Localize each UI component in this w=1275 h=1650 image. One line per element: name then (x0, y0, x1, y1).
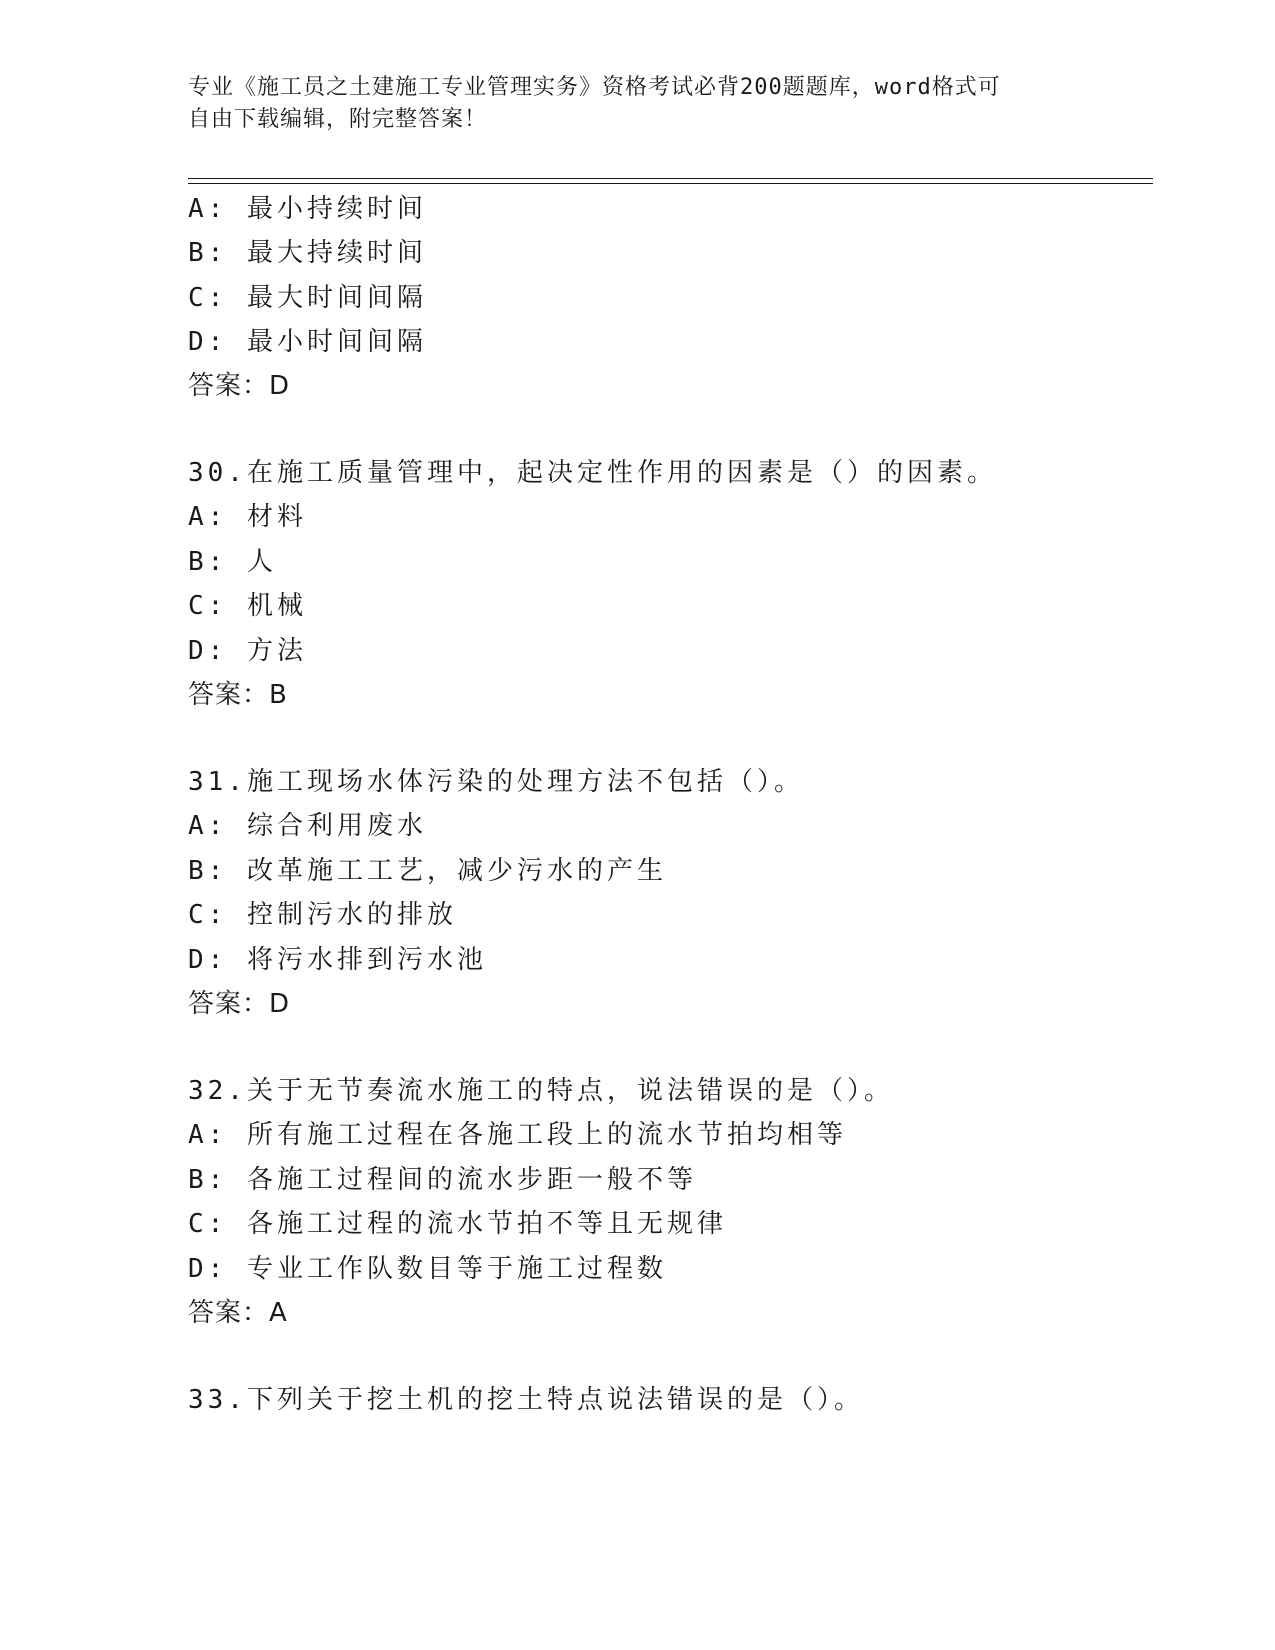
header-divider-top (188, 178, 1153, 179)
option-c: C: 机械 (188, 591, 307, 621)
answer: 答案：B (188, 680, 288, 710)
header-line-2: 自由下载编辑，附完整答案！ (188, 107, 488, 132)
option-b: B: 最大持续时间 (188, 238, 427, 268)
option-c: C: 各施工过程的流水节拍不等且无规律 (188, 1209, 727, 1239)
option-a: A: 最小持续时间 (188, 194, 427, 224)
option-d: D: 专业工作队数目等于施工过程数 (188, 1254, 667, 1284)
option-c: C: 最大时间间隔 (188, 283, 427, 313)
option-a: A: 材料 (188, 502, 307, 532)
header-divider-bottom (188, 183, 1153, 184)
option-d: D: 方法 (188, 636, 307, 666)
answer: 答案：D (188, 989, 291, 1019)
question-31: 31.施工现场水体污染的处理方法不包括（）。 (188, 767, 804, 797)
answer: 答案：D (188, 371, 291, 401)
question-33: 33.下列关于挖土机的挖土特点说法错误的是（）。 (188, 1385, 864, 1415)
option-b: B: 各施工过程间的流水步距一般不等 (188, 1165, 697, 1195)
option-b: B: 人 (188, 547, 277, 577)
option-d: D: 将污水排到污水池 (188, 945, 487, 975)
option-a: A: 综合利用废水 (188, 811, 427, 841)
answer: 答案：A (188, 1298, 288, 1328)
option-b: B: 改革施工工艺，减少污水的产生 (188, 856, 667, 886)
option-c: C: 控制污水的排放 (188, 900, 457, 930)
question-30: 30.在施工质量管理中，起决定性作用的因素是（）的因素。 (188, 458, 997, 488)
header-line-1: 专业《施工员之土建施工专业管理实务》资格考试必背200题题库，word格式可 (188, 75, 1001, 100)
question-32: 32.关于无节奏流水施工的特点，说法错误的是（）。 (188, 1076, 894, 1106)
option-d: D: 最小时间间隔 (188, 327, 427, 357)
option-a: A: 所有施工过程在各施工段上的流水节拍均相等 (188, 1120, 847, 1150)
document-header (188, 72, 1088, 136)
